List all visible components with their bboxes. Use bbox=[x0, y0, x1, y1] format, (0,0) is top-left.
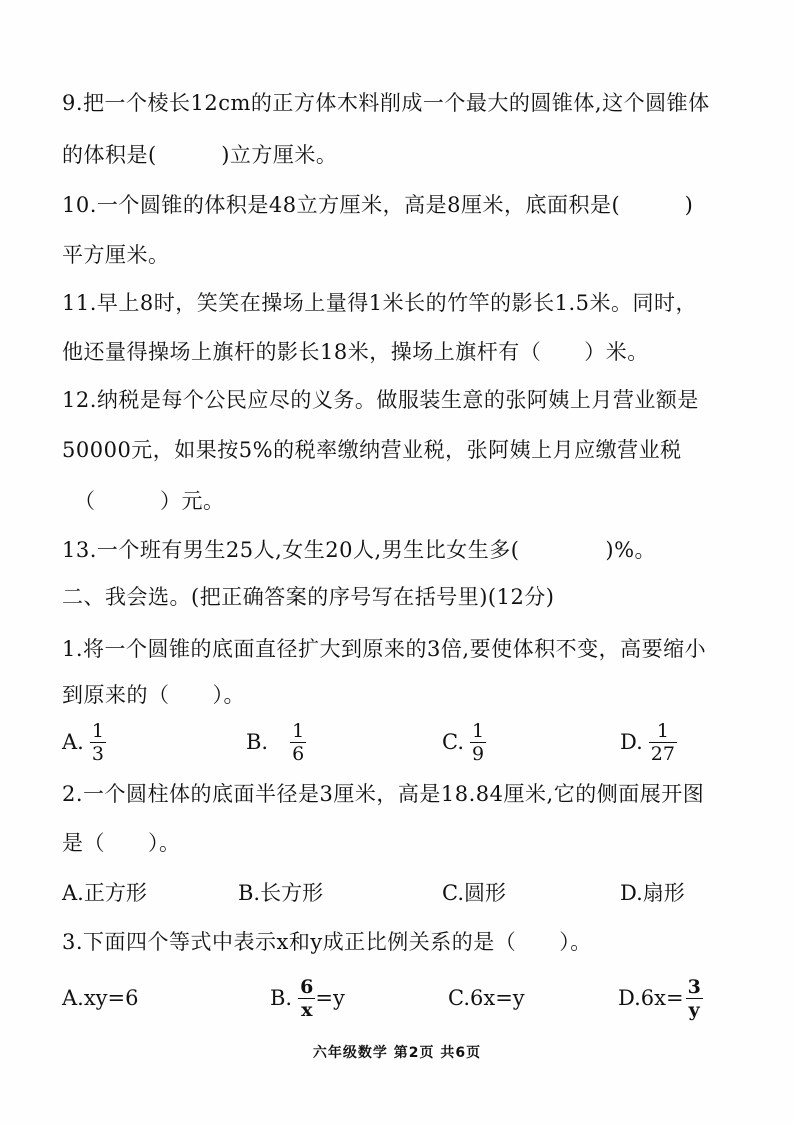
option-label: B. bbox=[246, 730, 269, 754]
option-label: A. bbox=[62, 730, 84, 754]
question-13-line-1: 13.一个班有男生25人,女生20人,男生比女生多( )%。 bbox=[62, 538, 657, 562]
option-suffix: =y bbox=[315, 986, 345, 1010]
question-10-line-2: 平方厘米。 bbox=[62, 243, 170, 267]
denominator: 6 bbox=[292, 742, 305, 765]
mc-question-3-line-1: 3.下面四个等式中表示x和y成正比例关系的是（ ）。 bbox=[62, 930, 592, 954]
option-c bbox=[442, 712, 486, 772]
numerator: 1 bbox=[656, 719, 669, 742]
question-10-line-1: 10.一个圆锥的体积是48立方厘米，高是8厘米，底面积是( ) bbox=[62, 193, 694, 217]
fraction bbox=[686, 976, 703, 1021]
option-label: B.长方形 bbox=[238, 881, 324, 905]
denominator: 27 bbox=[650, 742, 675, 765]
page-footer: 六年级数学 第2页 共6页 bbox=[312, 1045, 482, 1061]
option-label: B. bbox=[270, 986, 293, 1010]
denominator: y bbox=[688, 998, 700, 1021]
question-12-line-2: 50000元，如果按5%的税率缴纳营业税，张阿姨上月应缴营业税 bbox=[62, 438, 682, 462]
numerator: 1 bbox=[472, 719, 485, 742]
denominator: 9 bbox=[472, 742, 485, 765]
mc-question-1-line-2: 到原来的（ ）。 bbox=[62, 683, 245, 707]
denominator: 3 bbox=[91, 742, 104, 765]
fraction bbox=[290, 720, 306, 765]
option-c bbox=[442, 862, 506, 922]
question-12-line-3: （ ）元。 bbox=[74, 489, 225, 513]
option-label: A.正方形 bbox=[62, 881, 147, 905]
fraction bbox=[90, 720, 106, 765]
denominator: x bbox=[301, 998, 313, 1021]
mc-question-1-options bbox=[62, 712, 742, 772]
option-a bbox=[62, 862, 147, 922]
numerator: 3 bbox=[687, 975, 701, 998]
mc-question-3-options bbox=[62, 968, 742, 1028]
option-label: C.6x=y bbox=[448, 986, 525, 1010]
option-d bbox=[620, 862, 685, 922]
question-12-line-1: 12.纳税是每个公民应尽的义务。做服装生意的张阿姨上月营业额是 bbox=[62, 388, 699, 412]
option-c bbox=[448, 968, 525, 1028]
question-9-line-1: 9.把一个棱长12cm的正方体木料削成一个最大的圆锥体,这个圆锥体 bbox=[62, 91, 710, 115]
mc-question-1-line-1: 1.将一个圆锥的底面直径扩大到原来的3倍,要使体积不变，高要缩小 bbox=[62, 637, 707, 661]
option-d bbox=[620, 712, 677, 772]
fraction bbox=[470, 720, 486, 765]
fraction bbox=[298, 976, 315, 1021]
mc-question-2-line-1: 2.一个圆柱体的底面半径是3厘米，高是18.84厘米,它的侧面展开图 bbox=[62, 782, 705, 806]
option-d bbox=[618, 968, 703, 1028]
option-a bbox=[62, 712, 106, 772]
option-b bbox=[246, 712, 306, 772]
option-b bbox=[270, 968, 345, 1028]
option-label: C.圆形 bbox=[442, 881, 506, 905]
numerator: 1 bbox=[91, 719, 104, 742]
option-b bbox=[238, 862, 323, 922]
numerator: 1 bbox=[292, 719, 305, 742]
fraction bbox=[649, 720, 677, 765]
option-label: C. bbox=[442, 730, 464, 754]
option-label: D.扇形 bbox=[620, 881, 685, 905]
mc-question-2-options bbox=[62, 862, 742, 922]
section-2-heading: 二、我会选。(把正确答案的序号写在括号里)(12分) bbox=[62, 585, 555, 609]
option-label: D.6x= bbox=[618, 986, 684, 1010]
question-11-line-2: 他还量得操场上旗杆的影长18米，操场上旗杆有（ ）米。 bbox=[62, 340, 649, 364]
question-9-line-2: 的体积是( )立方厘米。 bbox=[62, 143, 338, 167]
option-label: D. bbox=[620, 730, 643, 754]
numerator: 6 bbox=[300, 975, 314, 998]
question-11-line-1: 11.早上8时，笑笑在操场上量得1米长的竹竿的影长1.5米。同时， bbox=[62, 291, 698, 315]
option-label: A.xy=6 bbox=[62, 986, 139, 1010]
mc-question-2-line-2: 是（ ）。 bbox=[62, 831, 181, 855]
option-a bbox=[62, 968, 139, 1028]
